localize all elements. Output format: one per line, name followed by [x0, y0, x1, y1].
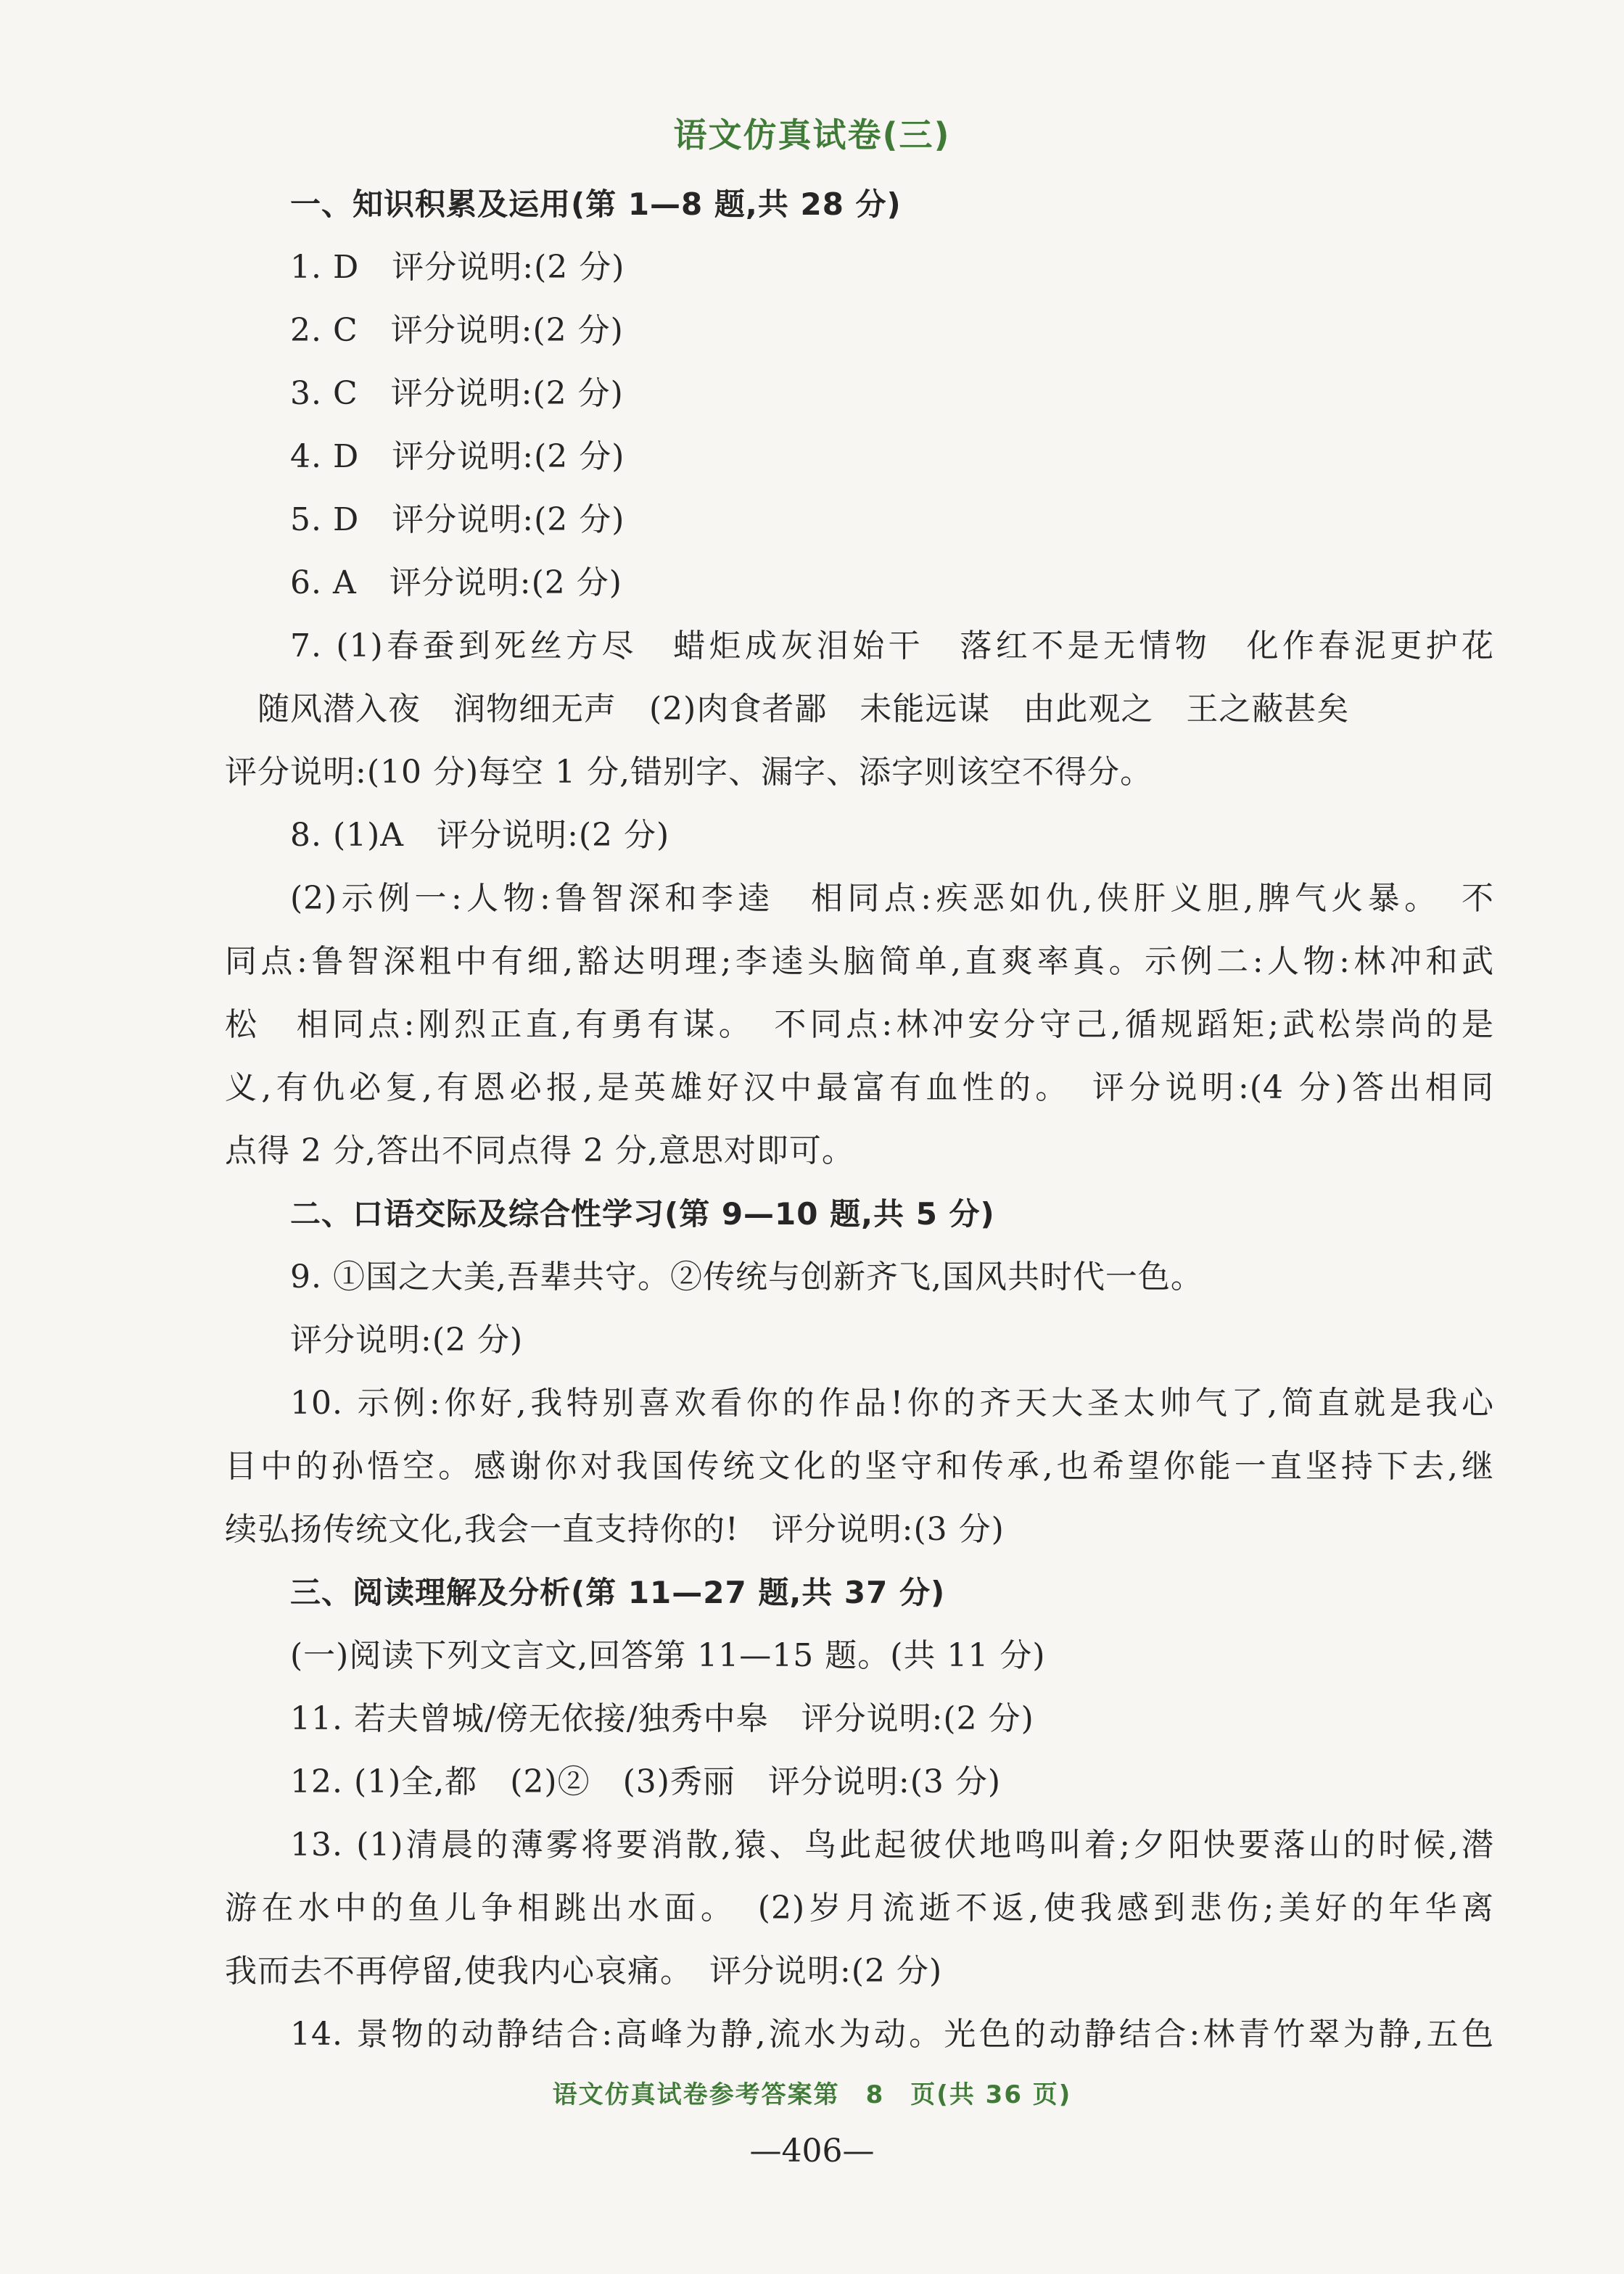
answer-line: 7. (1)春蚕到死丝方尽 蜡炬成灰泪始干 落红不是无情物 化作春泥更护花 — [290, 627, 1494, 664]
answer-line: 同点:鲁智深粗中有细,豁达明理;李逵头脑简单,直爽率真。示例二:人物:林冲和武 — [225, 943, 1494, 980]
answer-line: 14. 景物的动静结合:高峰为静,流水为动。光色的动静结合:林青竹翠为静,五色 — [290, 2016, 1494, 2053]
answer-line: 随风潜入夜 润物细无声 (2)肉食者鄙 未能远谋 由此观之 王之蔽甚矣 — [257, 691, 1350, 728]
section-heading-2: 二、口语交际及综合性学习(第 9—10 题,共 5 分) — [290, 1196, 995, 1232]
answer-line: 游在水中的鱼儿争相跳出水面。 (2)岁月流逝不返,使我感到悲伤;美好的年华离 — [225, 1890, 1494, 1927]
page-title: 语文仿真试卷(三) — [673, 115, 951, 155]
answer-line: 13. (1)清晨的薄雾将要消散,猿、鸟此起彼伏地鸣叫着;夕阳快要落山的时候,潜 — [290, 1826, 1494, 1863]
answer-line: 10. 示例:你好,我特别喜欢看你的作品!你的齐天大圣太帅气了,简直就是我心 — [290, 1385, 1494, 1422]
page-number: —406— — [749, 2133, 875, 2170]
answer-line: 8. (1)A 评分说明:(2 分) — [290, 817, 670, 854]
answer-line: 1. D 评分说明:(2 分) — [290, 249, 625, 286]
answer-line: 松 相同点:刚烈正直,有勇有谋。 不同点:林冲安分守己,循规蹈矩;武松崇尚的是 — [225, 1006, 1494, 1043]
answer-line: (一)阅读下列文言文,回答第 11—15 题。(共 11 分) — [290, 1637, 1046, 1674]
answer-line: (2)示例一:人物:鲁智深和李逵 相同点:疾恶如仇,侠肝义胆,脾气火暴。 不 — [290, 880, 1494, 917]
answer-line: 续弘扬传统文化,我会一直支持你的! 评分说明:(3 分) — [225, 1511, 1005, 1548]
answer-line: 评分说明:(10 分)每空 1 分,错别字、漏字、添字则该空不得分。 — [225, 754, 1153, 791]
page-footer: 语文仿真试卷参考答案第 8 页(共 36 页) — [552, 2080, 1072, 2109]
section-heading-3: 三、阅读理解及分析(第 11—27 题,共 37 分) — [290, 1575, 946, 1610]
answer-line: 11. 若夫曾城/傍无依接/独秀中皋 评分说明:(2 分) — [290, 1700, 1034, 1737]
answer-line: 评分说明:(2 分) — [290, 1322, 524, 1359]
answer-line: 2. C 评分说明:(2 分) — [290, 312, 624, 349]
answer-line: 5. D 评分说明:(2 分) — [290, 501, 625, 538]
answer-line: 3. C 评分说明:(2 分) — [290, 375, 624, 412]
answer-line: 6. A 评分说明:(2 分) — [290, 564, 622, 601]
answer-line: 4. D 评分说明:(2 分) — [290, 438, 625, 475]
answer-line: 目中的孙悟空。感谢你对我国传统文化的坚守和传承,也希望你能一直坚持下去,继 — [225, 1448, 1494, 1485]
answer-line: 义,有仇必复,有恩必报,是英雄好汉中最富有血性的。 评分说明:(4 分)答出相同 — [225, 1069, 1494, 1106]
answer-line: 点得 2 分,答出不同点得 2 分,意思对即可。 — [225, 1132, 854, 1169]
answer-line: 9. ①国之大美,吾辈共守。②传统与创新齐飞,国风共时代一色。 — [290, 1258, 1203, 1295]
answer-line: 我而去不再停留,使我内心哀痛。 评分说明:(2 分) — [225, 1953, 943, 1990]
section-heading-1: 一、知识积累及运用(第 1—8 题,共 28 分) — [290, 186, 902, 222]
answer-line: 12. (1)全,都 (2)② (3)秀丽 评分说明:(3 分) — [290, 1763, 1002, 1800]
